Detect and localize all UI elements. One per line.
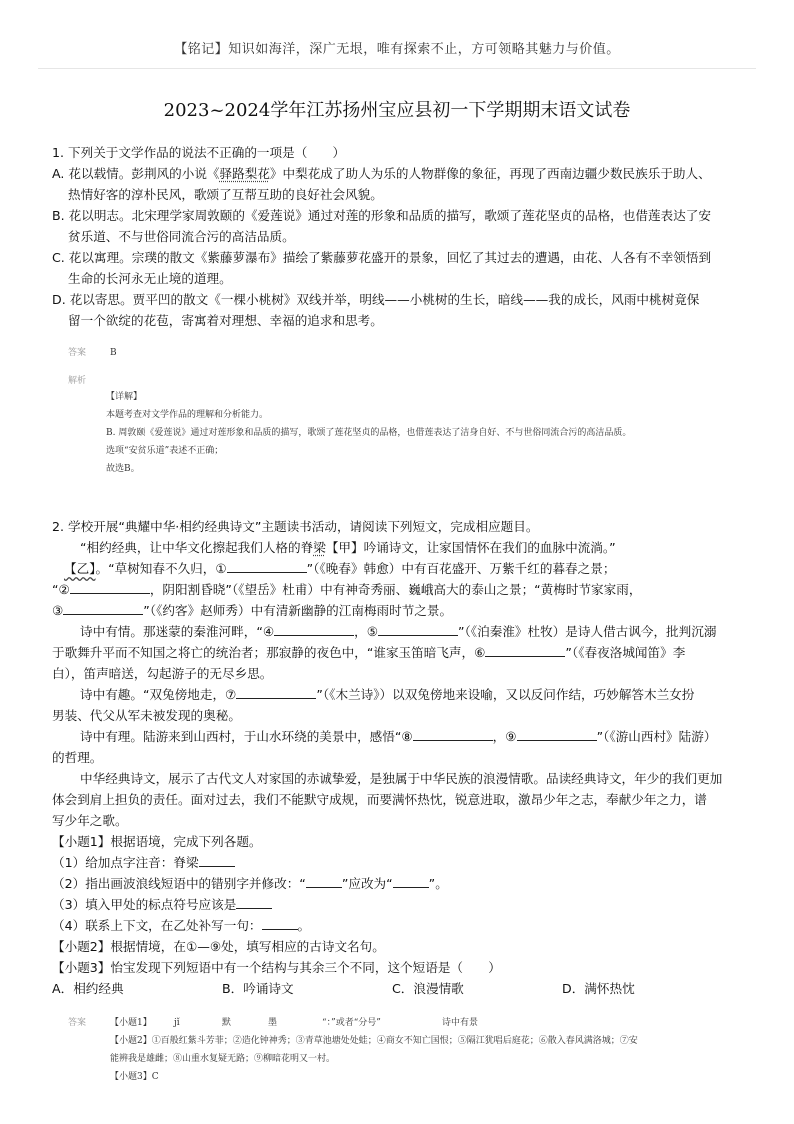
q2-para-5	[52, 621, 752, 642]
text: （1）给加点字注音：脊梁	[52, 855, 199, 870]
q2-answer-1	[68, 1014, 748, 1032]
q2-sub3: 【小题3】怡宝发现下列短语中有一个结构与其余三个不同，这个短语是（ ）	[52, 960, 501, 975]
q2-stem: 2. 学校开展“典耀中华·相约经典诗文”主题读书活动，请阅读下列短文，完成相应题目。	[52, 519, 539, 534]
option-c[interactable]: C．浪漫情歌	[392, 981, 464, 996]
answer-blank[interactable]	[199, 852, 235, 867]
text: （4）联系上下文，在乙处补写一句：	[52, 918, 262, 933]
text: ，⑤	[354, 624, 379, 639]
text: 于歌舞升平而不知国之将亡的统治者；那寂静的夜色中，“谁家玉笛暗飞声，⑥	[52, 645, 486, 660]
pinyin-answer: jǐ	[174, 1018, 180, 1028]
analysis-line: 【详解】	[106, 392, 143, 402]
q2-sub1-item-3	[52, 894, 752, 915]
q2-sub1-item-1	[52, 852, 752, 873]
q1-option-d-cont: 留一个欲绽的花苞，寄寓着对理想、幸福的追求和思考。	[68, 313, 383, 328]
option-a[interactable]: A．相约经典	[52, 981, 124, 996]
analysis-label: 解析	[68, 376, 87, 386]
q1-option-a-cont: 热情好客的淳朴民风，歌颂了互帮互助的良好社会风貌。	[68, 187, 383, 202]
q2-para-11: 的哲理。	[52, 750, 103, 765]
blank-9[interactable]	[517, 726, 597, 741]
analysis-line: 故选B。	[106, 464, 140, 474]
text: ，阴阳割昏晓”（《望岳》杜甫）中有神奇秀丽、巍峨高大的泰山之景；“黄梅时节家家雨，	[149, 582, 642, 597]
q2-para-8	[52, 684, 752, 705]
analysis-line: 本题考查对文学作品的理解和分析能力。	[106, 410, 269, 420]
text: ”（《晚春》韩愈）中有百花盛开、万紫千红的暮春之景；	[306, 561, 616, 576]
q2-para-9: 男装、代父从军未被发现的奥秘。	[52, 708, 241, 723]
q2-sub1: 【小题1】根据语境，完成下列各题。	[52, 834, 262, 849]
text: ”。	[428, 876, 448, 891]
blank-8[interactable]	[413, 726, 493, 741]
q1-option-d: D. 花以寄思。贾平凹的散文《一棵小桃树》双线并举，明线——小桃树的生长，暗线——我的成长，风雨中桃树竟保	[52, 292, 700, 307]
text: 【甲】吟诵诗文，让家国情怀在我们的血脉中流淌。”	[325, 540, 616, 555]
q2-para-4	[52, 600, 752, 621]
q1-answer	[68, 344, 748, 362]
answer-blank[interactable]	[262, 915, 298, 930]
analysis-line: B. 周敦颐《爱莲说》通过对莲形象和品质的描写，歌颂了莲花坚贞的品格，也借莲表达了洁身自好、不与世俗同流合污的高洁品质。	[106, 428, 632, 438]
option-b[interactable]: B．吟诵诗文	[222, 981, 294, 996]
text: 诗中有趣。“双兔傍地走，⑦	[80, 687, 237, 702]
blank-7[interactable]	[236, 684, 316, 699]
header-divider	[38, 68, 756, 69]
punctuation-answer: “：”或者“分号”	[322, 1018, 381, 1028]
q2-sub1-item-2	[52, 873, 752, 894]
blank-3[interactable]	[63, 600, 143, 615]
q1-option-a	[52, 163, 752, 184]
q2-para-7: 白），笛声暗送，勾起游子的无尽乡思。	[52, 666, 273, 681]
q2-para-13: 体会到肩上担负的责任。面对过去，我们不能默守成规，而要满怀热忱，锐意进取，激昂少年之志，奉献少年之力，谱	[52, 792, 707, 807]
q2-sub1-item-4	[52, 915, 752, 936]
q2-answer-3: 【小题3】C	[110, 1072, 159, 1082]
answer-label: 答案	[68, 348, 87, 358]
blank-2[interactable]	[70, 579, 150, 594]
q2-answer-2b: 能辨我是雄雌；⑧山重水复疑无路；⑨柳暗花明又一村。	[110, 1054, 336, 1064]
question-2	[52, 516, 752, 999]
blank-1[interactable]	[227, 558, 307, 573]
q2-para-10	[52, 726, 752, 747]
q2-para-12: 中华经典诗文，展示了古代文人对家国的赤诚挚爱，是独属于中华民族的浪漫情歌。品读经典诗文，年少的我们更加	[80, 771, 723, 786]
q2-para-6	[52, 642, 752, 663]
text: （2）指出画波浪线短语中的错别字并修改：“	[52, 876, 306, 891]
text: ”（《约客》赵师秀）中有清新幽静的江南梅雨时节之景。	[143, 603, 453, 618]
answer-blank[interactable]	[393, 873, 429, 888]
text: 。	[297, 918, 311, 933]
blank-4[interactable]	[274, 621, 354, 636]
q2-para-3	[52, 579, 752, 600]
q1-analysis	[106, 388, 746, 478]
answer-blank[interactable]	[306, 873, 342, 888]
q1-a-text-2: 》中梨花成了助人为乐的人物群像的象征，再现了西南边疆少数民族乐于助人、	[269, 166, 711, 181]
q1-option-b-cont: 贫乐道、不与世俗同流合污的高洁品质。	[68, 229, 295, 244]
text: 。“草树知春不久归，①	[95, 561, 227, 576]
blank-5[interactable]	[378, 621, 458, 636]
correct-char: 墨	[268, 1018, 278, 1028]
text: “②	[52, 582, 70, 597]
page-title: 2023~2024学年江苏扬州宝应县初一下学期期末语文试卷	[163, 100, 631, 121]
text: 诗中有情。那迷蒙的秦淮河畔，“④	[80, 624, 275, 639]
motto-banner: 【铭记】知识如海洋，深广无垠，唯有探索不止，方可领略其魅力与价值。	[174, 42, 620, 57]
text: ”（《春夜洛城闻笛》李	[565, 645, 686, 660]
sub1-tag: 【小题1】	[110, 1018, 152, 1028]
q2-para-2	[52, 558, 752, 579]
q2-para-14: 写少年之歌。	[52, 813, 128, 828]
text: （3）填入甲处的标点符号应该是	[52, 897, 237, 912]
fill-answer: 诗中有景	[442, 1018, 479, 1028]
blank-6[interactable]	[485, 642, 565, 657]
analysis-line: 选项“安贫乐道”表述不正确；	[106, 446, 224, 456]
q1-option-c-cont: 生命的长河永无止境的道理。	[68, 271, 232, 286]
answer-label: 答案	[68, 1018, 87, 1028]
text: ”（《泊秦淮》杜牧）是诗人借古讽今，批判沉溺	[458, 624, 717, 639]
q1-stem: 1. 下列关于文学作品的说法不正确的一项是（ ）	[52, 145, 346, 160]
q2-para-1	[52, 537, 752, 558]
q2-options	[52, 978, 752, 999]
text: ”（《游山西村》陆游）	[596, 729, 717, 744]
text: ”（《木兰诗》）以双兔傍地来设喻，又以反问作结，巧妙解答木兰女扮	[316, 687, 695, 702]
text: ，⑨	[492, 729, 517, 744]
q1-option-b: B. 花以明志。北宋理学家周敦颐的《爱莲说》通过对莲的形象和品质的描写，歌颂了莲花坚贞的品格，也借莲表达了安	[52, 208, 711, 223]
q2-sub2: 【小题2】根据情境，在①—⑨处，填写相应的古诗文名句。	[52, 939, 385, 954]
option-d[interactable]: D．满怀热忱	[562, 981, 635, 996]
text: ③	[52, 603, 64, 618]
dotted-char: 梁	[313, 540, 326, 555]
question-1	[52, 142, 752, 331]
q1-a-dotted-title: 驿路梨花	[219, 166, 270, 181]
q2-answer-2a: 【小题2】①百般红紫斗芳菲；②造化钟神秀；③青草池塘处处蛙；④商女不知亡国恨；⑤隔江犹唱后庭花；⑥散入春风满洛城；⑦安	[110, 1036, 638, 1046]
q1-option-c: C. 花以寓理。宗璞的散文《紫藤萝瀑布》描绘了紫藤萝花盛开的景象，回忆了其过去的遭遇，由花、人各有不幸领悟到	[52, 250, 712, 265]
text: “相约经典，让中华文化擦起我们人格的脊	[80, 540, 314, 555]
marker-yi: 【乙】	[64, 561, 96, 576]
text: 诗中有理。陆游来到山西村，于山水环绕的美景中，感悟“⑧	[80, 729, 413, 744]
answer-blank[interactable]	[236, 894, 272, 909]
q1-answer-value: B	[110, 348, 117, 358]
q1-a-text-1: A. 花以载情。彭荆风的小说《	[52, 166, 220, 181]
text: ”应改为“	[341, 876, 393, 891]
wrong-char: 默	[222, 1018, 232, 1028]
